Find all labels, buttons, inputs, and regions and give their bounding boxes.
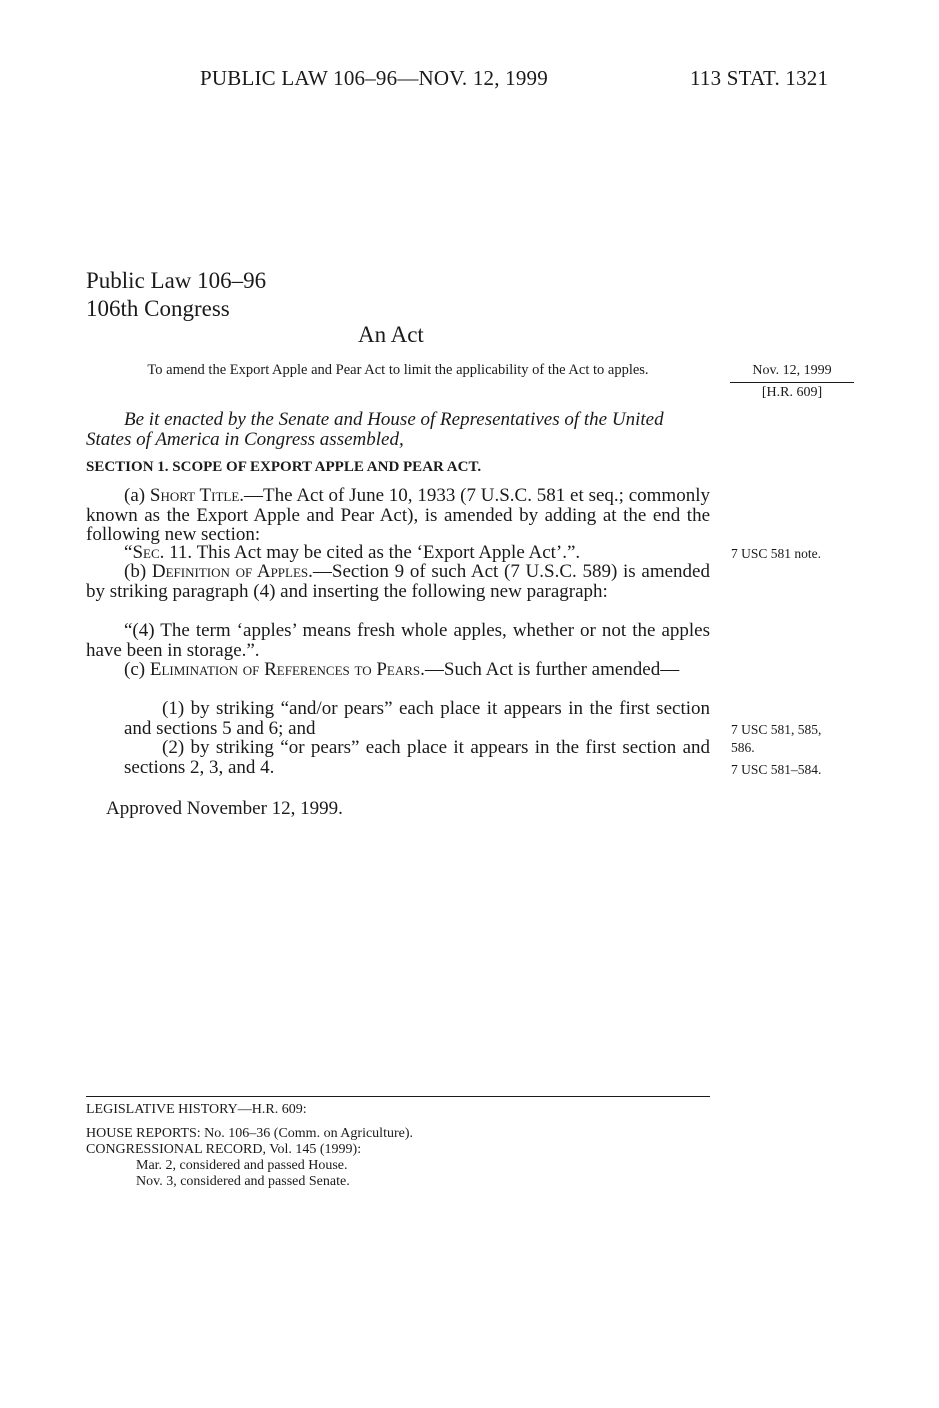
act-purpose: To amend the Export Apple and Pear Act to limit the applicability of the Act to apples. <box>147 362 649 378</box>
sec11-text: This Act may be cited as the ‘Export Apple Act’.”. <box>192 542 581 563</box>
subsection-a-caption: Short Title <box>149 485 240 506</box>
history-divider <box>86 1096 710 1097</box>
sec11-open-quote: “ <box>124 542 133 563</box>
act-heading: An Act <box>358 322 424 347</box>
margin-note-1: 7 USC 581 note. <box>731 546 822 561</box>
subsection-a-label: (a) <box>124 485 146 506</box>
margin-note-2b: 586. <box>731 740 755 755</box>
new-section-11 <box>86 543 710 563</box>
subsection-c-text: .—Such Act is further amended— <box>420 659 680 680</box>
subsection-b-label: (b) <box>124 561 147 582</box>
quoted-paragraph-4: “(4) The term ‘apples’ means fresh whole apples, whether or not the apples have been in storage.”. <box>86 620 710 661</box>
subsection-c <box>86 660 710 680</box>
public-law-number: Public Law 106–96 <box>86 268 267 293</box>
enactment-date: Nov. 12, 1999 <box>752 363 832 378</box>
congressional-record: CONGRESSIONAL RECORD, Vol. 145 (1999): <box>86 1142 362 1157</box>
sec11-caption: Sec. 11. <box>132 542 193 563</box>
subsection-b <box>86 562 710 601</box>
margin-date-box <box>730 361 854 403</box>
bill-number: [H.R. 609] <box>761 385 823 400</box>
margin-note-3: 7 USC 581–584. <box>731 762 822 777</box>
subsection-c-caption: Elimination of References to Pears <box>149 659 421 680</box>
subsection-b-caption: Definition of Apples <box>151 561 309 582</box>
enacting-clause: Be it enacted by the Senate and House of Representatives of the United States of America in Congress assembled, <box>86 409 664 450</box>
history-block <box>86 1126 413 1190</box>
item-1: (1) by striking “and/or pears” each place it appears in the first section and sections 5 and 6; and <box>124 698 710 739</box>
subsection-a <box>86 486 710 545</box>
history-event: Mar. 2, considered and passed House. <box>136 1158 348 1173</box>
page-citation: 113 STAT. 1321 <box>690 66 829 90</box>
congress-number: 106th Congress <box>86 296 230 321</box>
house-reports: HOUSE REPORTS: No. 106–36 (Comm. on Agriculture). <box>86 1126 413 1141</box>
subsection-b-text: .—Section 9 of such Act (7 U.S.C. 589) is amended by striking paragraph (4) and inserting the following new paragraph: <box>86 561 710 602</box>
subsection-a-text: .—The Act of June 10, 1933 (7 U.S.C. 581 et seq.; commonly known as the Export Apple and Pear Act), is amended by adding at the end the following new section: <box>86 485 710 545</box>
item-2: (2) by striking “or pears” each place it appears in the first section and sections 2, 3, and 4. <box>124 737 710 778</box>
margin-note-2a: 7 USC 581, 585, <box>731 722 822 737</box>
subsection-c-label: (c) <box>124 659 146 680</box>
history-event: Nov. 3, considered and passed Senate. <box>136 1174 350 1189</box>
section-heading: SECTION 1. SCOPE OF EXPORT APPLE AND PEAR ACT. <box>86 459 482 475</box>
history-heading: LEGISLATIVE HISTORY—H.R. 609: <box>86 1102 307 1117</box>
approval-date: Approved November 12, 1999. <box>106 798 343 819</box>
running-header-left: PUBLIC LAW 106–96—NOV. 12, 1999 <box>200 66 548 90</box>
